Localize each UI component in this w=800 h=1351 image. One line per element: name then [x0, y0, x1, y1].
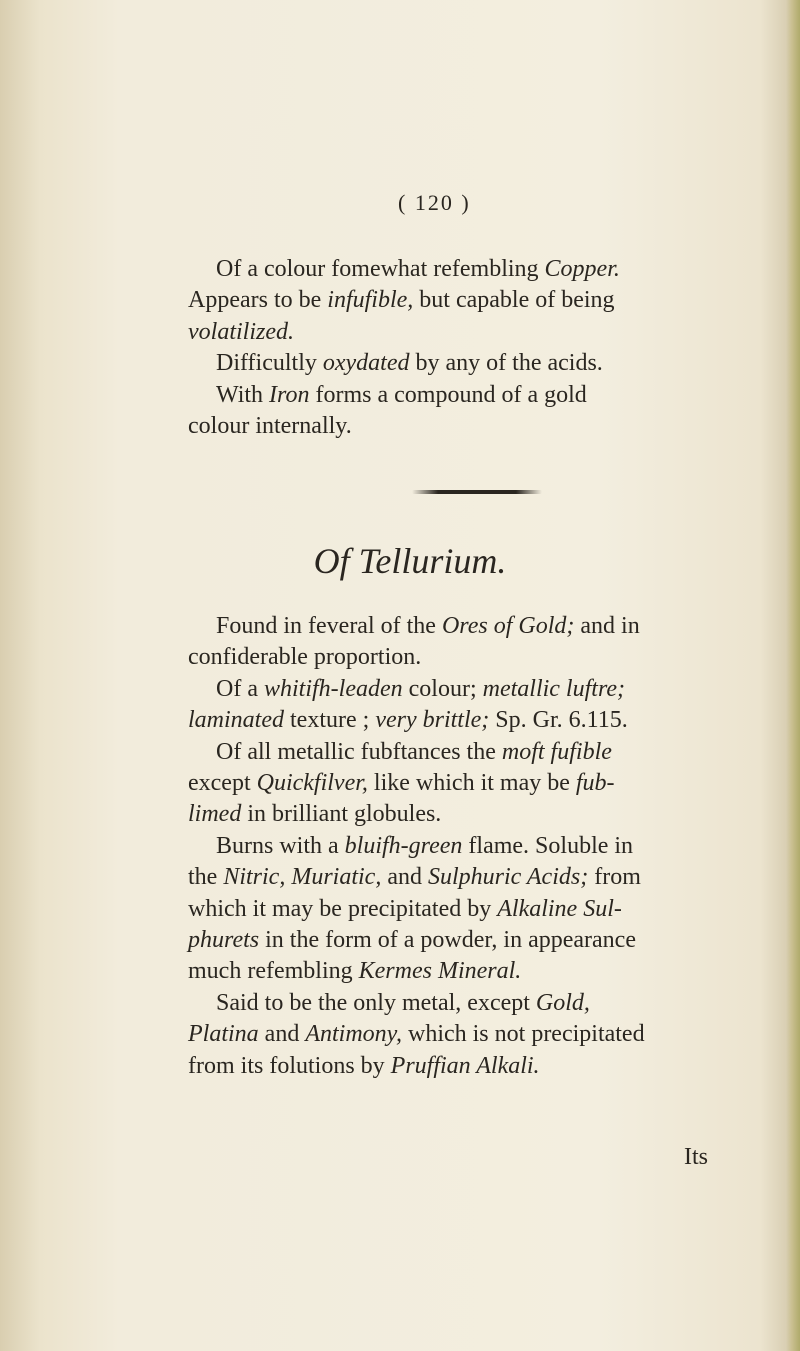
- text-run: colour internally.: [188, 413, 352, 440]
- text-run: Pruffian Alkali.: [390, 1052, 540, 1079]
- text-run: Of a colour fomewhat refembling: [216, 256, 545, 282]
- text-run: Gold,: [535, 989, 590, 1016]
- text-run: Found in feveral of the: [216, 613, 442, 639]
- text-run: limed: [188, 801, 242, 828]
- body_lines-line: [188, 737, 718, 768]
- text-run: Of a: [216, 675, 264, 702]
- text-run: except: [188, 770, 257, 797]
- top_lines-line: [188, 254, 718, 285]
- text-run: Copper.: [544, 256, 620, 282]
- text-run: Alkaline Sul-: [497, 895, 622, 922]
- body_lines-line: [188, 705, 718, 736]
- text-run: forms a compound of a gold: [309, 381, 587, 408]
- top_lines-line: [188, 380, 718, 411]
- text-run: Ores of Gold;: [441, 613, 575, 639]
- text-run: in brilliant globules.: [241, 801, 442, 828]
- text-run: infufible,: [327, 287, 414, 314]
- text-run: Said to be the only metal, except: [216, 989, 536, 1016]
- text-run: and in: [574, 613, 640, 639]
- text-run: Iron: [269, 381, 310, 408]
- text-run: Platina: [188, 1021, 259, 1048]
- text-run: With: [216, 381, 270, 408]
- body_lines-line: [188, 956, 718, 987]
- top_lines-line: [188, 411, 718, 442]
- body_lines-line: [188, 799, 718, 830]
- text-run: oxydated: [322, 350, 410, 377]
- body_lines-line: [188, 611, 718, 642]
- text-run: volatilized.: [188, 318, 294, 345]
- body_lines-line: [188, 894, 718, 925]
- section-divider-rule: [412, 490, 542, 494]
- text-run: whitifh-leaden: [263, 675, 403, 702]
- body_lines-line: [188, 988, 718, 1019]
- text-run: confiderable proportion.: [188, 644, 422, 671]
- top_lines-line: [188, 317, 718, 348]
- text-run: the: [188, 864, 224, 891]
- text-run: from its folutions by: [188, 1052, 391, 1079]
- text-run: flame. Soluble in: [462, 832, 634, 859]
- text-run: and: [258, 1021, 306, 1048]
- text-run: metallic luftre;: [482, 675, 626, 702]
- page-edge-shadow: [786, 0, 800, 1351]
- text-run: Of all metallic fubftances the: [216, 738, 502, 765]
- top_lines-line: [188, 285, 718, 316]
- text-run: very brittle;: [375, 707, 490, 734]
- body_lines-line: [188, 925, 718, 956]
- text-run: in the form of a powder, in appearance: [259, 927, 636, 954]
- body_lines-line: [188, 642, 718, 673]
- body_lines-line: [188, 1051, 718, 1082]
- text-run: Burns with a: [216, 832, 345, 859]
- body_lines-line: [188, 768, 718, 799]
- text-run: texture ;: [284, 707, 376, 734]
- text-run: Nitric, Muriatic,: [223, 864, 382, 891]
- text-run: much refembling: [188, 958, 359, 985]
- text-run: from: [588, 864, 641, 891]
- text-run: which is not precipitated: [401, 1021, 645, 1048]
- body_lines-line: [188, 1019, 718, 1050]
- tellurium-section-text: [188, 611, 718, 1082]
- body_lines-line: [188, 862, 718, 893]
- text-run: Sp. Gr. 6.115.: [489, 707, 628, 734]
- text-run: Sulphuric Acids;: [427, 864, 589, 891]
- text-run: and: [381, 864, 428, 891]
- text-run: moft fufible: [501, 738, 612, 765]
- text-run: colour;: [402, 675, 483, 702]
- text-run: like which it may be: [367, 770, 576, 797]
- text-run: Appears to be: [188, 287, 328, 314]
- text-run: which it may be precipitated by: [188, 895, 498, 922]
- top_lines-line: [188, 348, 718, 379]
- text-run: but capable of being: [413, 287, 615, 314]
- text-run: phurets: [188, 927, 260, 954]
- text-run: Antimony,: [305, 1021, 402, 1048]
- section-title: Of Tellurium.: [313, 541, 507, 581]
- page-number: ( 120 ): [398, 190, 471, 215]
- copper-continuation-text: [188, 254, 718, 442]
- text-run: Difficultly: [216, 350, 323, 377]
- text-run: fub-: [575, 770, 615, 797]
- text-run: bluifh-green: [344, 832, 463, 859]
- body_lines-line: [188, 831, 718, 862]
- text-run: by any of the acids.: [409, 350, 603, 377]
- text-run: laminated: [188, 707, 284, 734]
- text-run: Quickfilver,: [256, 770, 368, 797]
- body_lines-line: [188, 674, 718, 705]
- catchword: Its: [684, 1144, 708, 1170]
- text-run: Kermes Mineral.: [358, 958, 522, 985]
